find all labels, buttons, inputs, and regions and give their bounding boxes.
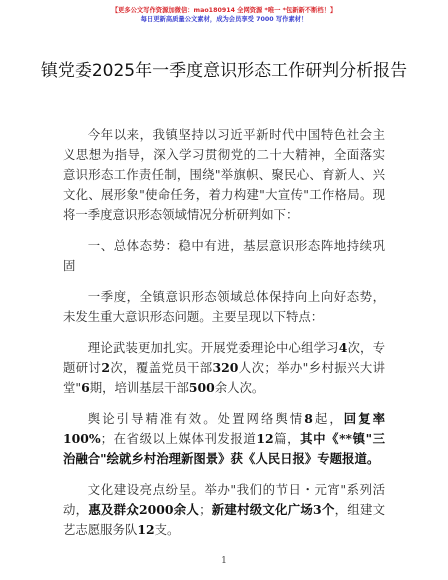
- page-number: 1: [221, 556, 227, 566]
- paragraph-opinion: 舆论引导精准有效。处置网络舆情8起，回复率100%；在省级以上媒体刊发报道12篇，其中《**镇"三治融合"绘就乡村治理新图景》获《人民日报》专题报道。: [63, 411, 386, 466]
- banner-line-2: 每日更新高质量公文素材，成为会员享受 7000 写作素材！: [140, 16, 308, 23]
- banner-line-1: 【更多公文写作资源加微信：mao180914 全网资源 *唯一 *包新新不断档！】: [111, 7, 337, 14]
- document-title: 镇党委2025年一季度意识形态工作研判分析报告: [40, 61, 408, 81]
- paragraph-theory: 理论武装更加扎实。开展党委理论中心组学习4次，专题研讨2次，覆盖党员干部320人次；举办"乡村振兴大讲堂"6期，培训基层干部500余人次。: [63, 340, 386, 395]
- document-body: [63, 125, 385, 551]
- paragraph-culture: 文化建设亮点纷呈。举办"我们的节日・元宵"系列活动，惠及群众2000余人；新建村级文化广场3个，组建文艺志愿服务队12支。: [63, 482, 386, 537]
- promo-banner: [0, 6, 448, 24]
- section-heading: 一、总体态势：稳中有进，基层意识形态阵地持续巩固: [63, 238, 385, 273]
- paragraph-overview: 一季度，全镇意识形态领域总体保持向上向好态势，未发生重大意识形态问题。主要呈现以下特点：: [63, 289, 385, 324]
- paragraph-intro: 今年以来，我镇坚持以习近平新时代中国特色社会主义思想为指导，深入学习贯彻党的二十大精神，全面落实意识形态工作责任制，围绕"举旗帜、聚民心、育新人、兴文化、展形象"使命任务，着力构建"大宣传"工作格局。现将一季度意识形态领域情况分析研判如下：: [63, 127, 385, 222]
